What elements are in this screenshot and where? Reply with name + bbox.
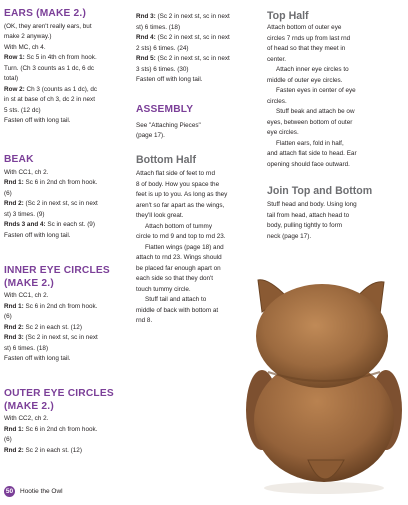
inner-eye-rnd1-line2: (6) — [4, 313, 12, 320]
outer-eye-rnd3-line1: Rnd 3: (Sc 2 in next st, sc in next — [136, 13, 230, 20]
bottom-half-p1-line5: they'll look great. — [136, 212, 184, 219]
inner-eye-yarn: With CC1, ch 2. — [4, 292, 49, 299]
bottom-half-p1-line3: feet is up to you. As long as they — [136, 191, 228, 198]
top-half-p4-line3: eye circles. — [267, 129, 299, 136]
top-half-p4-line2: eyes, between bottom of outer — [267, 118, 353, 126]
inner-eye-rnd3-line2: st) 6 times. (18) — [4, 344, 49, 352]
outer-eye-rnd5-line1: Rnd 5: (Sc 2 in next st, sc in next — [136, 55, 230, 62]
outer-eye-rnd4-line1: Rnd 4: (Sc 2 in next st, sc in next — [136, 34, 230, 41]
outer-eye-rnd2-line1: Rnd 2: Sc 2 in each st. (12) — [4, 446, 82, 454]
outer-eye-rnd4-line2: 2 sts) 6 times. (24) — [136, 44, 189, 52]
inner-eye-heading-line2: (MAKE 2.) — [4, 277, 54, 289]
top-half-p2-line2: middle of outer eye circles. — [267, 76, 343, 84]
book-section-caption: Hootie the Owl — [20, 487, 63, 495]
top-half-heading: Top Half — [267, 10, 309, 22]
bottom-half-p3-line5: touch tummy circle. — [136, 285, 191, 293]
section-outer-eye-circles — [4, 388, 114, 456]
beak-fasten: Fasten off with long tail. — [4, 231, 71, 239]
top-half-p3-line2: circles. — [267, 97, 287, 105]
page-footer — [4, 485, 63, 497]
ears-row2-line3: 5 sts. (12 dc) — [4, 106, 41, 114]
join-heading: Join Top and Bottom — [267, 185, 373, 197]
ears-intro-line1: (OK, they aren't really ears, but — [4, 22, 92, 30]
section-beak — [4, 154, 98, 241]
bottom-half-p4-line1: Stuff tail and attach to — [145, 296, 207, 303]
owl-toy-illustration — [240, 260, 408, 500]
bottom-half-p3-line1: Flatten wings (page 18) and — [145, 243, 224, 251]
bottom-half-p4-line3: rnd 8. — [136, 317, 153, 324]
section-ears — [4, 8, 97, 127]
beak-rnd1-line2: (6) — [4, 189, 12, 197]
ears-row1-line3: total) — [4, 75, 19, 82]
bottom-half-p1-line2: 8 of body. How you space the — [136, 180, 220, 188]
bottom-half-p1-line1: Attach flat side of feet to rnd — [136, 170, 215, 177]
bottom-half-p4-line2: middle of back with bottom at — [136, 306, 219, 314]
ears-yarn: With MC, ch 4. — [4, 43, 46, 51]
ears-row1-line1: Row 1: Sc 5 in 4th ch from hook. — [4, 54, 97, 61]
bottom-half-p1-line4: aren't so far apart as the wings, — [136, 201, 225, 209]
beak-rnds34-line1: Rnds 3 and 4: Sc in each st. (9) — [4, 221, 95, 228]
beak-rnd1-line1: Rnd 1: Sc 6 in 2nd ch from hook. — [4, 179, 98, 186]
top-half-p1-line4: center. — [267, 55, 287, 63]
ears-intro-line2: make 2 anyway.) — [4, 33, 52, 40]
outer-eye-rnd1-line2: (6) — [4, 436, 12, 443]
inner-eye-rnd1-line1: Rnd 1: Sc 6 in 2nd ch from hook. — [4, 302, 98, 310]
top-half-p5-line1: Flatten ears, fold in half, — [276, 139, 344, 147]
beak-rnd2-line1: Rnd 2: (Sc 2 in next st, sc in next — [4, 200, 98, 207]
bottom-half-p3-line2: attach to rnd 23. Wings should — [136, 254, 222, 261]
section-inner-eye-circles — [4, 265, 110, 365]
bottom-half-p3-line4: each side so that they don't — [136, 275, 214, 282]
top-half-p5-line3: opening should face outward. — [267, 160, 350, 168]
join-p1-line4: neck (page 17). — [267, 232, 312, 240]
top-half-p1-line1: Attach bottom of outer eye — [267, 24, 342, 31]
top-half-p5-line2: and attach flat side to head. Ear — [267, 150, 357, 157]
owl-photo — [240, 260, 408, 500]
assembly-heading: ASSEMBLY — [136, 104, 194, 115]
section-top-half — [267, 10, 357, 170]
bottom-half-p3-line3: be placed far enough apart on — [136, 264, 221, 272]
ears-row1-line2: Turn. (Ch 3 counts as 1 dc, 6 dc — [4, 64, 95, 72]
outer-eye-rnd3-line2: st) 6 times. (18) — [136, 23, 181, 31]
beak-yarn: With CC1, ch 2. — [4, 168, 49, 176]
inner-eye-fasten: Fasten off with long tail. — [4, 355, 71, 362]
join-p1-line1: Stuff head and body. Using long — [267, 201, 357, 208]
top-half-p3-line1: Fasten eyes in center of eye — [276, 87, 356, 94]
assembly-line1: See "Attaching Pieces" — [136, 121, 201, 129]
join-p1-line3: body, pulling tightly to form — [267, 222, 342, 229]
join-p1-line2: tail from head, attach head to — [267, 211, 350, 219]
inner-eye-heading-line1: INNER EYE CIRCLES — [4, 265, 110, 276]
owl-shadow — [264, 482, 384, 494]
assembly-line2: (page 17). — [136, 132, 165, 139]
section-join-top-bottom — [267, 185, 372, 242]
section-assembly — [136, 104, 201, 142]
top-half-p1-line3: of head so that they meet in — [267, 45, 346, 52]
inner-eye-rnd2-line1: Rnd 2: Sc 2 in each st. (12) — [4, 323, 82, 331]
beak-heading: BEAK — [4, 154, 34, 165]
outer-eye-rnd1-line1: Rnd 1: Sc 6 in 2nd ch from hook. — [4, 425, 98, 433]
ears-row2-line1: Row 2: Ch 3 (counts as 1 dc), dc — [4, 85, 98, 93]
ears-row2-line2: in st at base of ch 3, dc 2 in next — [4, 96, 95, 103]
outer-eye-heading-line2: (MAKE 2.) — [4, 400, 54, 412]
bottom-half-p2-line1: Attach bottom of tummy — [145, 222, 212, 230]
top-half-p2-line1: Attach inner eye circles to — [276, 66, 349, 73]
top-half-p4-line1: Stuff beak and attach be ow — [276, 108, 355, 115]
page-number-badge: 50 — [5, 487, 14, 495]
bottom-half-p2-line2: circle to rnd 9 and top to rnd 23. — [136, 233, 226, 240]
outer-eye-fasten: Fasten off with long tail. — [136, 76, 203, 83]
ears-heading: EARS (MAKE 2.) — [4, 8, 87, 19]
beak-rnd2-line2: st) 3 times. (9) — [4, 210, 45, 218]
outer-eye-heading-line1: OUTER EYE CIRCLES — [4, 388, 114, 399]
outer-eye-continued — [136, 12, 230, 86]
bottom-half-heading: Bottom Half — [136, 154, 197, 166]
outer-eye-rnd5-line2: 3 sts) 6 times. (30) — [136, 65, 189, 73]
top-half-p1-line2: circles 7 rnds up from last rnd — [267, 34, 351, 42]
owl-head — [256, 284, 388, 388]
outer-eye-yarn: With CC2, ch 2. — [4, 415, 49, 422]
inner-eye-rnd3-line1: Rnd 3: (Sc 2 in next st, sc in next — [4, 334, 98, 341]
ears-fasten: Fasten off with long tail. — [4, 117, 71, 124]
section-bottom-half — [136, 154, 227, 327]
